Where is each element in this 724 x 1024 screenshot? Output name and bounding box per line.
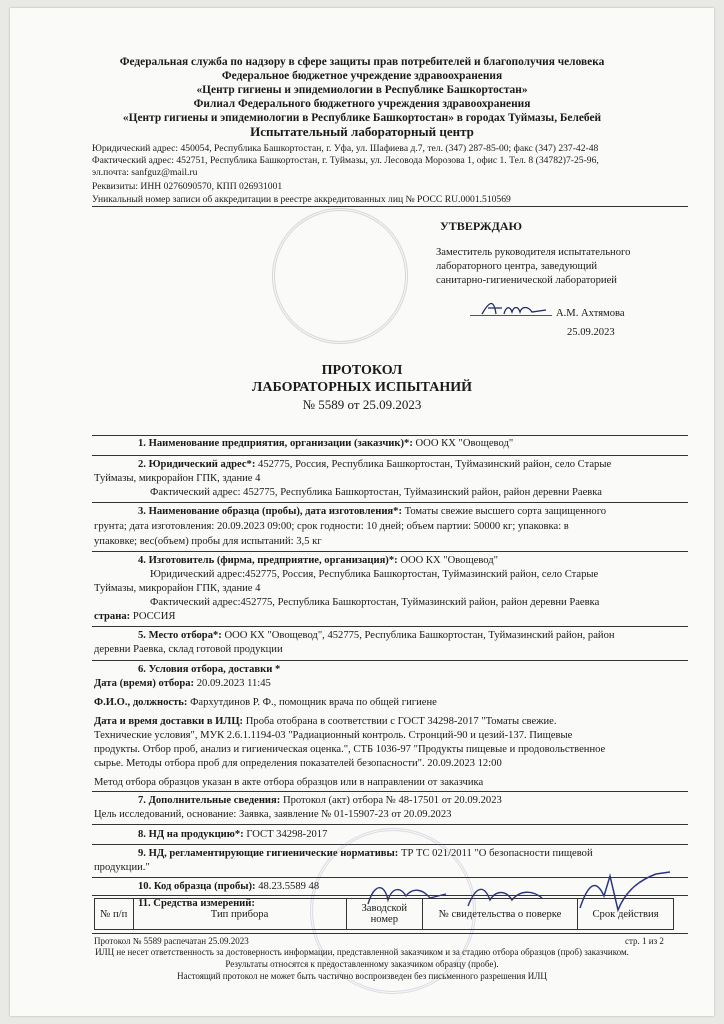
section-4-legal: Юридический адрес:452775, Россия, Республика Башкортостан, Туймазинский район, село Старые bbox=[150, 569, 599, 580]
section-9-value-2: продукции." bbox=[94, 862, 150, 873]
col-number: № п/п bbox=[95, 899, 134, 930]
divider bbox=[92, 551, 688, 552]
protocol-number: № 5589 от 25.09.2023 bbox=[302, 397, 422, 412]
table-header-row bbox=[95, 899, 674, 930]
section-6-fio-label: Ф.И.О., должность: bbox=[94, 697, 188, 708]
section-8-label: 8. НД на продукцию*: bbox=[138, 829, 244, 840]
approve-position-1: Заместитель руководителя испытательного bbox=[436, 247, 631, 258]
country-value: РОССИЯ bbox=[132, 611, 176, 622]
requisites: Реквизиты: ИНН 0276090570, КПП 026931001 bbox=[92, 181, 283, 192]
section-1-label: 1. Наименование предприятия, организации (заказчик)*: bbox=[138, 438, 413, 449]
section-2 bbox=[138, 458, 698, 471]
section-6-fio bbox=[94, 696, 437, 709]
instruments-table bbox=[94, 898, 674, 930]
section-3-value-2: грунта; дата изготовления: 20.09.2023 09:00; срок годности: 10 дней; объем партии: 50000 кг; упаковка: в bbox=[94, 521, 569, 532]
header-line-3: «Центр гигиены и эпидемиологии в Республике Башкортостан» bbox=[196, 84, 528, 96]
approve-position-2: лабораторного центра, заведующий bbox=[436, 261, 598, 272]
section-7-label: 7. Дополнительные сведения: bbox=[138, 795, 281, 806]
section-9-value: ТР ТС 021/2011 "О безопасности пищевой bbox=[400, 848, 593, 859]
section-6-delivery bbox=[94, 715, 694, 728]
col-serial: Заводской номер bbox=[346, 899, 422, 930]
section-5-value-2: деревни Раевка, склад готовой продукции bbox=[94, 644, 283, 655]
section-3-value: Томаты свежие высшего сорта защищенного bbox=[404, 506, 607, 517]
section-4-actual: Фактический адрес:452775, Республика Башкортостан, Туймазинский район, район деревни Раевка bbox=[150, 597, 600, 608]
section-11-title: 11. Средства измерений: bbox=[138, 898, 255, 909]
divider bbox=[92, 824, 688, 825]
divider bbox=[92, 455, 688, 456]
header-line-6: Испытательный лабораторный центр bbox=[250, 124, 474, 139]
section-5-label: 5. Место отбора*: bbox=[138, 630, 222, 641]
header-line-5: «Центр гигиены и эпидемиологии в Республике Башкортостан» в городах Туймазы, Белебей bbox=[122, 112, 602, 124]
footer-page: стр. 1 из 2 bbox=[625, 936, 664, 946]
header-divider bbox=[92, 206, 688, 207]
divider bbox=[92, 933, 688, 934]
section-6-delivery-label: Дата и время доставки в ИЛЦ: bbox=[94, 716, 244, 727]
header-line-4: Филиал Федерального бюджетного учреждения здравоохранения bbox=[193, 98, 531, 110]
section-4-value: ООО КХ "Овощевод" bbox=[400, 555, 498, 566]
divider bbox=[92, 791, 688, 792]
section-2-value: 452775, Россия, Республика Башкортостан, Туймазинский район, село Старые bbox=[258, 459, 612, 470]
col-validity: Срок действия bbox=[578, 899, 674, 930]
header-line-1: Федеральная служба по надзору в сфере защиты прав потребителей и благополучия человека bbox=[119, 56, 605, 68]
divider bbox=[92, 435, 688, 436]
section-5 bbox=[138, 629, 698, 642]
section-1-value: ООО КХ "Овощевод" bbox=[415, 438, 514, 449]
col-device-type: Тип прибора bbox=[133, 899, 346, 930]
approve-position-3: санитарно-гигиенической лабораторией bbox=[436, 275, 617, 286]
divider bbox=[92, 660, 688, 661]
section-6-delivery-value: Проба отобрана в соответствии с ГОСТ 34298-2017 "Томаты свежие. bbox=[245, 716, 557, 727]
section-6-fio-value: Фархутдинов Р. Ф., помощник врача по общей гигиене bbox=[190, 697, 437, 708]
footer-disclaimer-3: Настоящий протокол не может быть частично воспроизведен без письменного разрешения ИЛЦ bbox=[177, 971, 547, 981]
header-line-2: Федеральное бюджетное учреждение здравоохранения bbox=[221, 70, 503, 82]
section-2-label: 2. Юридический адрес*: bbox=[138, 459, 256, 470]
section-6-date bbox=[94, 677, 271, 690]
divider bbox=[92, 626, 688, 627]
accreditation: Уникальный номер записи об аккредитации в реестре аккредитованных лиц № РОСС RU.0001.510569 bbox=[92, 194, 511, 205]
footer-printed: Протокол № 5589 распечатан 25.09.2023 bbox=[94, 936, 249, 946]
country-label: страна: bbox=[94, 611, 131, 622]
legal-address: Юридический адрес: 450054, Республика Башкортостан, г. Уфа, ул. Шафиева д.7, тел. (347) 287-85-00; факс (347) 237-42-48 bbox=[92, 143, 599, 154]
protocol-subtitle: ЛАБОРАТОРНЫХ ИСПЫТАНИЙ bbox=[251, 380, 473, 395]
section-4-country bbox=[94, 610, 175, 623]
section-7-value-2: Цель исследований, основание: Заявка, заявление № 01-15907-23 от 20.09.2023 bbox=[94, 809, 452, 820]
footer-disclaimer-1: ИЛЦ не несет ответственность за достоверность информации, представленной заказчиком и за стадию отбора образцов (проб) заказчиком. bbox=[95, 947, 629, 957]
section-10-value: 48.23.5589 48 bbox=[258, 881, 320, 892]
section-6-date-label: Дата (время) отбора: bbox=[94, 678, 195, 689]
section-9-label: 9. НД, регламентирующие гигиенические нормативы: bbox=[138, 848, 399, 859]
section-2-value-2: Туймазы, микрорайон ГПК, здание 4 bbox=[94, 473, 261, 484]
section-6-note: Метод отбора образцов указан в акте отбора образцов или в направлении от заказчика bbox=[94, 777, 484, 788]
section-5-value: ООО КХ "Овощевод", 452775, Республика Башкортостан, Туймазинский район, район bbox=[224, 630, 615, 641]
actual-address: Фактический адрес: 452751, Республика Башкортостан, г. Туймазы, ул. Лесовода Морозова 1, офис 1. Тел. 8 (34782)7-25-96, bbox=[92, 155, 599, 166]
section-7-value: Протокол (акт) отбора № 48-17501 от 20.09.2023 bbox=[282, 795, 502, 806]
section-6-date-value: 20.09.2023 11:45 bbox=[196, 678, 271, 689]
document-page bbox=[10, 8, 714, 1016]
divider bbox=[92, 502, 688, 503]
approve-date: 25.09.2023 bbox=[567, 327, 615, 338]
section-4 bbox=[138, 554, 698, 567]
section-3 bbox=[138, 505, 698, 518]
section-7 bbox=[138, 794, 698, 807]
section-3-value-3: упаковке; вес(объем) пробы для испытаний: 3,5 кг bbox=[94, 536, 322, 547]
section-6-delivery-4: сырье. Методы отбора проб для определения показателей безопасности". 20.09.2023 12:00 bbox=[94, 758, 502, 769]
email: эл.почта: sanfguz@mail.ru bbox=[92, 167, 198, 178]
stamp-seal-icon bbox=[272, 208, 408, 344]
approve-title: УТВЕРЖДАЮ bbox=[440, 219, 523, 233]
section-2-actual: Фактический адрес: 452775, Республика Башкортостан, Туймазинский район, район деревни Раевка bbox=[150, 487, 602, 498]
protocol-title: ПРОТОКОЛ bbox=[321, 363, 403, 378]
section-6-delivery-2: Технические условия", МУК 2.6.1.1194-03 "Радиационный контроль. Стронций-90 и цезий-137. Пищевые bbox=[94, 730, 573, 741]
section-8-value: ГОСТ 34298-2017 bbox=[246, 829, 328, 840]
section-4-legal-2: Туймазы, микрорайон ГПК, здание 4 bbox=[94, 583, 261, 594]
footer-disclaimer-2: Результаты относятся к предоставленному заказчиком образцу (пробе). bbox=[225, 959, 499, 969]
section-4-label: 4. Изготовитель (фирма, предприятие, организация)*: bbox=[138, 555, 398, 566]
section-6-delivery-3: продукты. Отбор проб, анализ и гигиеническая оценка.", СТБ 1036-97 "Продукты пищевые и продовольственное bbox=[94, 744, 606, 755]
section-10-label: 10. Код образца (пробы): bbox=[138, 881, 256, 892]
section-6-title: 6. Условия отбора, доставки * bbox=[138, 664, 281, 675]
col-certificate: № свидетельства о поверке bbox=[423, 899, 578, 930]
section-1 bbox=[138, 437, 698, 450]
section-3-label: 3. Наименование образца (пробы), дата изготовления*: bbox=[138, 506, 402, 517]
signature-icon bbox=[480, 298, 550, 320]
approve-name: А.М. Ахтямова bbox=[556, 308, 625, 319]
